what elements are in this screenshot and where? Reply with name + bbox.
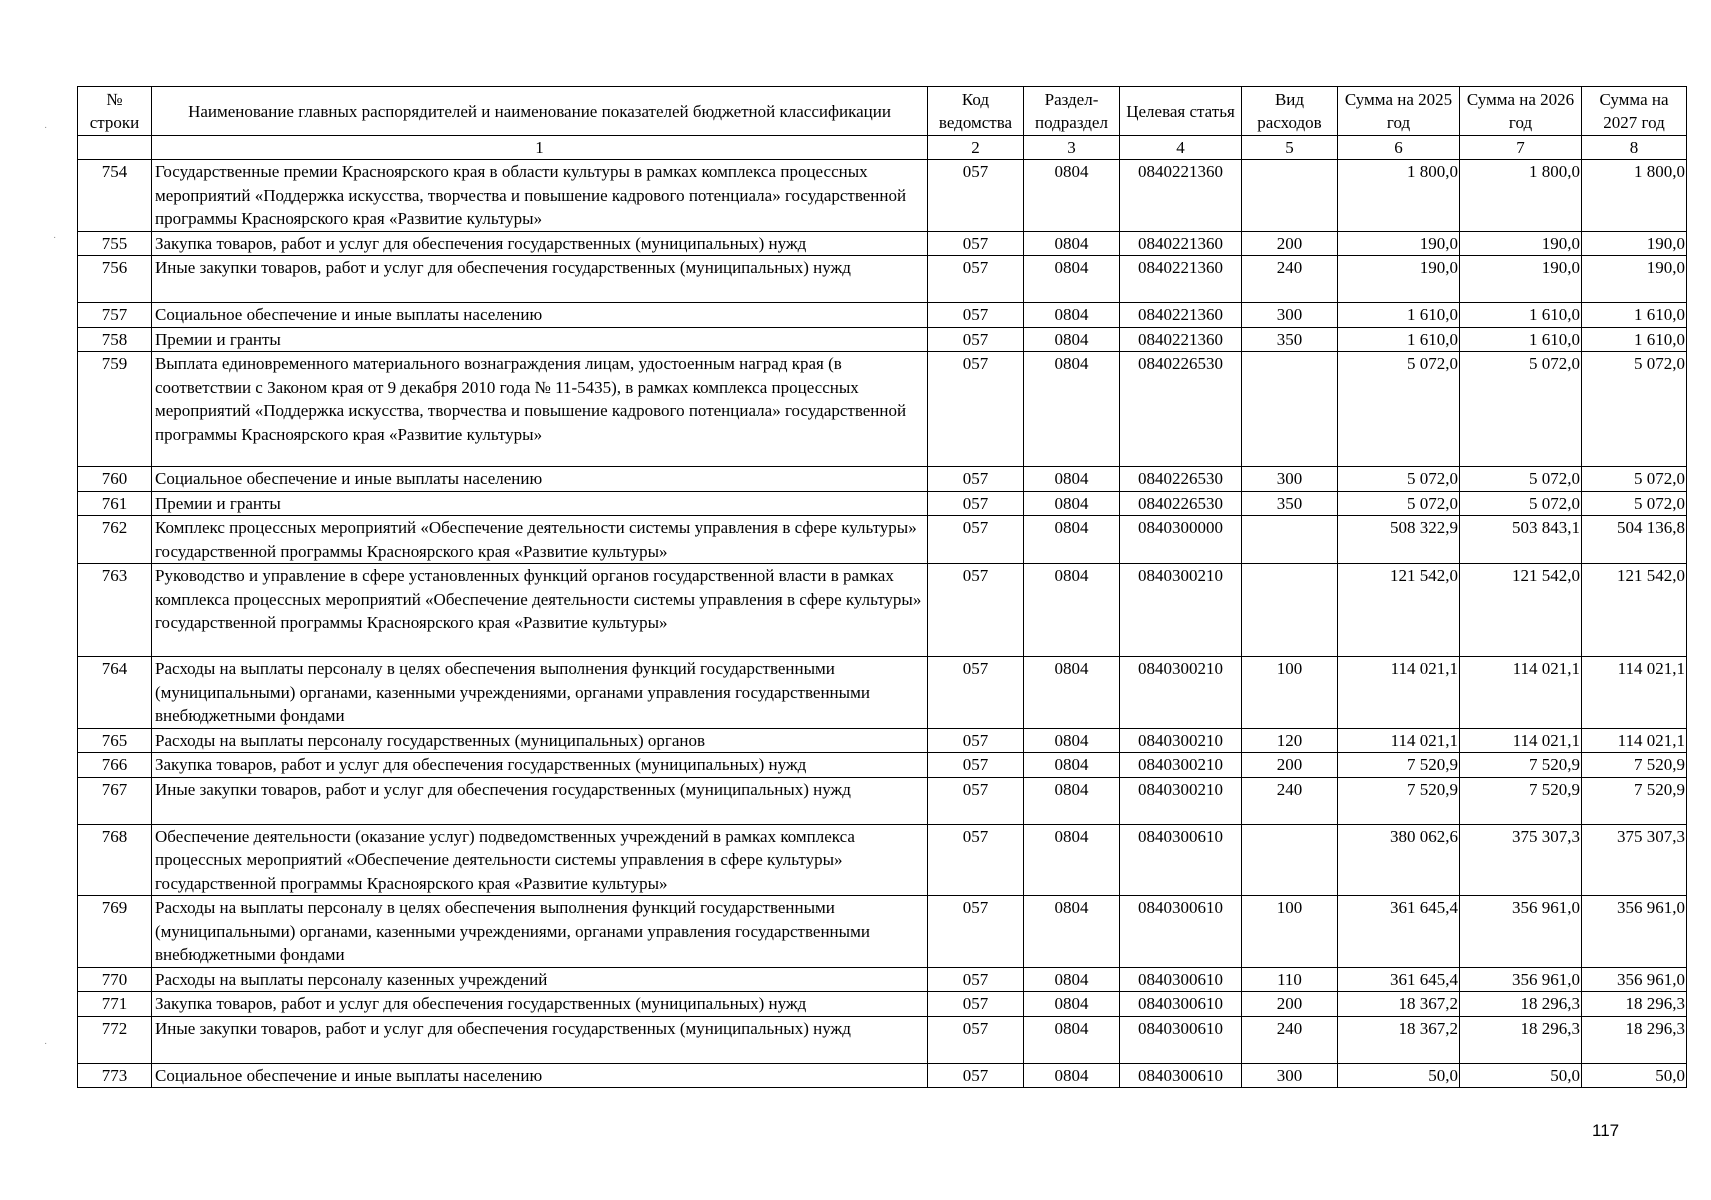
- row-section: 0804: [1024, 231, 1120, 256]
- row-target: 0840300610: [1120, 1063, 1242, 1088]
- col-number-empty: [78, 136, 152, 160]
- table-row: [78, 352, 1687, 467]
- row-section: 0804: [1024, 967, 1120, 992]
- row-target: 0840300610: [1120, 992, 1242, 1017]
- row-exp-type: [1242, 160, 1338, 232]
- row-name: Расходы на выплаты персоналу казенных учреждений: [152, 967, 928, 992]
- row-amount-2025: 7 520,9: [1338, 753, 1460, 778]
- row-amount-2026: 190,0: [1460, 231, 1582, 256]
- row-target: 0840300610: [1120, 896, 1242, 968]
- header-y2025: Сумма на 2025 год: [1338, 87, 1460, 136]
- row-amount-2025: 114 021,1: [1338, 728, 1460, 753]
- row-exp-type: 100: [1242, 896, 1338, 968]
- row-amount-2026: 7 520,9: [1460, 777, 1582, 824]
- row-number: 761: [78, 491, 152, 516]
- row-amount-2025: 380 062,6: [1338, 824, 1460, 896]
- row-amount-2027: 356 961,0: [1582, 967, 1687, 992]
- row-amount-2025: 7 520,9: [1338, 777, 1460, 824]
- row-target: 0840221360: [1120, 327, 1242, 352]
- table-row: [78, 303, 1687, 328]
- row-section: 0804: [1024, 327, 1120, 352]
- margin-mark: ·: [44, 1038, 48, 1049]
- row-dept-code: 057: [928, 256, 1024, 303]
- row-name: Премии и гранты: [152, 327, 928, 352]
- header-row: [78, 87, 1687, 136]
- row-target: 0840221360: [1120, 231, 1242, 256]
- row-name: Социальное обеспечение и иные выплаты населению: [152, 303, 928, 328]
- row-amount-2026: 18 296,3: [1460, 992, 1582, 1017]
- row-amount-2025: 50,0: [1338, 1063, 1460, 1088]
- row-amount-2027: 50,0: [1582, 1063, 1687, 1088]
- col-number: 1: [152, 136, 928, 160]
- row-number: 772: [78, 1016, 152, 1063]
- row-target: 0840300210: [1120, 728, 1242, 753]
- header-dept-code: Код ведомства: [928, 87, 1024, 136]
- col-number: 5: [1242, 136, 1338, 160]
- row-amount-2027: 1 610,0: [1582, 303, 1687, 328]
- table-row: [78, 657, 1687, 729]
- row-amount-2027: 7 520,9: [1582, 753, 1687, 778]
- row-name: Расходы на выплаты персоналу в целях обеспечения выполнения функций государственными (муниципальными) органами, казенными учреждениями, органами управления государственными внебюджетными фондами: [152, 657, 928, 729]
- row-number: 760: [78, 467, 152, 492]
- row-name: Закупка товаров, работ и услуг для обеспечения государственных (муниципальных) нужд: [152, 753, 928, 778]
- row-name: Иные закупки товаров, работ и услуг для обеспечения государственных (муниципальных) нужд: [152, 1016, 928, 1063]
- row-target: 0840226530: [1120, 352, 1242, 467]
- row-number: 754: [78, 160, 152, 232]
- table-row: [78, 256, 1687, 303]
- row-exp-type: 120: [1242, 728, 1338, 753]
- row-dept-code: 057: [928, 1016, 1024, 1063]
- table-row: [78, 753, 1687, 778]
- table-row: [78, 160, 1687, 232]
- row-exp-type: 100: [1242, 657, 1338, 729]
- row-dept-code: 057: [928, 327, 1024, 352]
- row-amount-2025: 1 610,0: [1338, 327, 1460, 352]
- table-row: [78, 967, 1687, 992]
- row-amount-2027: 114 021,1: [1582, 657, 1687, 729]
- header-exp-type: Вид расходов: [1242, 87, 1338, 136]
- row-exp-type: 300: [1242, 1063, 1338, 1088]
- row-dept-code: 057: [928, 777, 1024, 824]
- row-amount-2025: 1 610,0: [1338, 303, 1460, 328]
- row-dept-code: 057: [928, 1063, 1024, 1088]
- row-target: 0840226530: [1120, 491, 1242, 516]
- row-amount-2027: 356 961,0: [1582, 896, 1687, 968]
- row-amount-2025: 114 021,1: [1338, 657, 1460, 729]
- row-target: 0840221360: [1120, 303, 1242, 328]
- row-exp-type: 200: [1242, 992, 1338, 1017]
- header-y2026: Сумма на 2026 год: [1460, 87, 1582, 136]
- table-row: [78, 516, 1687, 564]
- row-exp-type: 110: [1242, 967, 1338, 992]
- row-amount-2027: 5 072,0: [1582, 467, 1687, 492]
- row-amount-2026: 5 072,0: [1460, 467, 1582, 492]
- row-exp-type: [1242, 824, 1338, 896]
- row-name: Расходы на выплаты персоналу государственных (муниципальных) органов: [152, 728, 928, 753]
- row-amount-2025: 18 367,2: [1338, 1016, 1460, 1063]
- row-name: Комплекс процессных мероприятий «Обеспечение деятельности системы управления в сфере культуры» государственной программы Красноярского края «Развитие культуры»: [152, 516, 928, 564]
- row-dept-code: 057: [928, 303, 1024, 328]
- row-amount-2027: 504 136,8: [1582, 516, 1687, 564]
- row-number: 755: [78, 231, 152, 256]
- table-row: [78, 896, 1687, 968]
- row-dept-code: 057: [928, 231, 1024, 256]
- row-exp-type: 240: [1242, 256, 1338, 303]
- col-number: 7: [1460, 136, 1582, 160]
- row-target: 0840221360: [1120, 256, 1242, 303]
- row-amount-2026: 190,0: [1460, 256, 1582, 303]
- row-dept-code: 057: [928, 753, 1024, 778]
- row-amount-2027: 1 610,0: [1582, 327, 1687, 352]
- header-section: Раздел-подраздел: [1024, 87, 1120, 136]
- row-section: 0804: [1024, 992, 1120, 1017]
- row-section: 0804: [1024, 1063, 1120, 1088]
- row-amount-2026: 50,0: [1460, 1063, 1582, 1088]
- row-amount-2026: 121 542,0: [1460, 564, 1582, 657]
- row-target: 0840300210: [1120, 564, 1242, 657]
- row-amount-2026: 356 961,0: [1460, 967, 1582, 992]
- table-row: [78, 1016, 1687, 1063]
- col-number: 6: [1338, 136, 1460, 160]
- row-name: Иные закупки товаров, работ и услуг для обеспечения государственных (муниципальных) нужд: [152, 256, 928, 303]
- row-section: 0804: [1024, 467, 1120, 492]
- row-amount-2026: 7 520,9: [1460, 753, 1582, 778]
- margin-mark: ·: [44, 122, 48, 133]
- row-section: 0804: [1024, 824, 1120, 896]
- row-amount-2026: 503 843,1: [1460, 516, 1582, 564]
- row-number: 759: [78, 352, 152, 467]
- table-row: [78, 491, 1687, 516]
- row-amount-2025: 5 072,0: [1338, 467, 1460, 492]
- row-exp-type: 240: [1242, 777, 1338, 824]
- row-amount-2026: 18 296,3: [1460, 1016, 1582, 1063]
- row-exp-type: [1242, 352, 1338, 467]
- row-target: 0840300210: [1120, 657, 1242, 729]
- row-amount-2026: 5 072,0: [1460, 491, 1582, 516]
- row-amount-2025: 361 645,4: [1338, 967, 1460, 992]
- row-amount-2025: 190,0: [1338, 256, 1460, 303]
- row-amount-2027: 121 542,0: [1582, 564, 1687, 657]
- row-dept-code: 057: [928, 728, 1024, 753]
- row-amount-2025: 121 542,0: [1338, 564, 1460, 657]
- row-section: 0804: [1024, 564, 1120, 657]
- margin-mark: ·: [53, 232, 57, 243]
- row-target: 0840221360: [1120, 160, 1242, 232]
- row-exp-type: 350: [1242, 327, 1338, 352]
- row-exp-type: 350: [1242, 491, 1338, 516]
- row-number: 773: [78, 1063, 152, 1088]
- table-row: [78, 824, 1687, 896]
- row-number: 764: [78, 657, 152, 729]
- row-amount-2026: 1 610,0: [1460, 303, 1582, 328]
- row-section: 0804: [1024, 728, 1120, 753]
- row-section: 0804: [1024, 516, 1120, 564]
- page-number: 117: [1592, 1121, 1620, 1140]
- col-number: 3: [1024, 136, 1120, 160]
- row-name: Премии и гранты: [152, 491, 928, 516]
- row-number: 766: [78, 753, 152, 778]
- row-name: Руководство и управление в сфере установленных функций органов государственной власти в рамках комплекса процессных мероприятий «Обеспечение деятельности системы управления в сфере культуры» государственной программы Красноярского края «Развитие культуры»: [152, 564, 928, 657]
- row-number: 769: [78, 896, 152, 968]
- row-name: Государственные премии Красноярского края в области культуры в рамках комплекса процессных мероприятий «Поддержка искусства, творчества и повышение кадрового потенциала» государственной программы Красноярского края «Развитие культуры»: [152, 160, 928, 232]
- row-dept-code: 057: [928, 657, 1024, 729]
- row-dept-code: 057: [928, 992, 1024, 1017]
- row-section: 0804: [1024, 657, 1120, 729]
- row-name: Обеспечение деятельности (оказание услуг) подведомственных учреждений в рамках комплекса процессных мероприятий «Обеспечение деятельности системы управления в сфере культуры» государственной программы Красноярского края «Развитие культуры»: [152, 824, 928, 896]
- row-amount-2026: 356 961,0: [1460, 896, 1582, 968]
- row-section: 0804: [1024, 491, 1120, 516]
- row-exp-type: 200: [1242, 231, 1338, 256]
- col-number: 4: [1120, 136, 1242, 160]
- header-target: Целевая статья: [1120, 87, 1242, 136]
- row-exp-type: [1242, 564, 1338, 657]
- column-number-row: [78, 136, 1687, 160]
- row-amount-2025: 1 800,0: [1338, 160, 1460, 232]
- col-number: 8: [1582, 136, 1687, 160]
- row-name: Выплата единовременного материального вознаграждения лицам, удостоенным наград края (в соответствии с Законом края от 9 декабря 2010 года № 11-5435), в рамках комплекса процессных мероприятий «Поддержка искусства, творчества и повышение кадрового потенциала» государственной программы Красноярского края «Развитие культуры»: [152, 352, 928, 467]
- row-amount-2027: 114 021,1: [1582, 728, 1687, 753]
- row-dept-code: 057: [928, 352, 1024, 467]
- row-number: 768: [78, 824, 152, 896]
- row-number: 757: [78, 303, 152, 328]
- row-name: Социальное обеспечение и иные выплаты населению: [152, 467, 928, 492]
- row-amount-2025: 508 322,9: [1338, 516, 1460, 564]
- row-amount-2027: 7 520,9: [1582, 777, 1687, 824]
- row-number: 763: [78, 564, 152, 657]
- table-row: [78, 231, 1687, 256]
- row-section: 0804: [1024, 777, 1120, 824]
- row-dept-code: 057: [928, 564, 1024, 657]
- row-number: 758: [78, 327, 152, 352]
- row-target: 0840300210: [1120, 777, 1242, 824]
- row-amount-2027: 375 307,3: [1582, 824, 1687, 896]
- row-amount-2027: 5 072,0: [1582, 491, 1687, 516]
- table-row: [78, 992, 1687, 1017]
- row-amount-2026: 1 800,0: [1460, 160, 1582, 232]
- row-amount-2027: 18 296,3: [1582, 1016, 1687, 1063]
- row-section: 0804: [1024, 256, 1120, 303]
- table-row: [78, 467, 1687, 492]
- table-row: [78, 1063, 1687, 1088]
- row-name: Закупка товаров, работ и услуг для обеспечения государственных (муниципальных) нужд: [152, 992, 928, 1017]
- row-number: 756: [78, 256, 152, 303]
- header-name: Наименование главных распорядителей и наименование показателей бюджетной классификации: [152, 87, 928, 136]
- table-row: [78, 564, 1687, 657]
- row-number: 767: [78, 777, 152, 824]
- row-name: Иные закупки товаров, работ и услуг для обеспечения государственных (муниципальных) нужд: [152, 777, 928, 824]
- row-amount-2027: 5 072,0: [1582, 352, 1687, 467]
- row-number: 765: [78, 728, 152, 753]
- row-name: Социальное обеспечение и иные выплаты населению: [152, 1063, 928, 1088]
- table-row: [78, 728, 1687, 753]
- row-name: Расходы на выплаты персоналу в целях обеспечения выполнения функций государственными (муниципальными) органами, казенными учреждениями, органами управления государственными внебюджетными фондами: [152, 896, 928, 968]
- table-row: [78, 777, 1687, 824]
- row-amount-2027: 190,0: [1582, 231, 1687, 256]
- table-row: [78, 327, 1687, 352]
- row-amount-2027: 18 296,3: [1582, 992, 1687, 1017]
- row-exp-type: 300: [1242, 303, 1338, 328]
- row-dept-code: 057: [928, 896, 1024, 968]
- row-section: 0804: [1024, 753, 1120, 778]
- row-exp-type: 200: [1242, 753, 1338, 778]
- row-target: 0840226530: [1120, 467, 1242, 492]
- row-number: 770: [78, 967, 152, 992]
- row-dept-code: 057: [928, 967, 1024, 992]
- header-y2027: Сумма на 2027 год: [1582, 87, 1687, 136]
- row-amount-2026: 114 021,1: [1460, 657, 1582, 729]
- col-number: 2: [928, 136, 1024, 160]
- budget-table: [77, 86, 1687, 1088]
- table-body: [78, 160, 1687, 1088]
- row-section: 0804: [1024, 303, 1120, 328]
- row-amount-2026: 375 307,3: [1460, 824, 1582, 896]
- row-target: 0840300610: [1120, 967, 1242, 992]
- row-section: 0804: [1024, 352, 1120, 467]
- row-amount-2025: 5 072,0: [1338, 352, 1460, 467]
- row-dept-code: 057: [928, 160, 1024, 232]
- row-amount-2025: 190,0: [1338, 231, 1460, 256]
- row-exp-type: 240: [1242, 1016, 1338, 1063]
- row-target: 0840300000: [1120, 516, 1242, 564]
- row-exp-type: [1242, 516, 1338, 564]
- row-amount-2026: 5 072,0: [1460, 352, 1582, 467]
- row-amount-2025: 361 645,4: [1338, 896, 1460, 968]
- row-section: 0804: [1024, 1016, 1120, 1063]
- row-amount-2026: 114 021,1: [1460, 728, 1582, 753]
- row-target: 0840300210: [1120, 753, 1242, 778]
- row-amount-2027: 190,0: [1582, 256, 1687, 303]
- row-section: 0804: [1024, 160, 1120, 232]
- row-target: 0840300610: [1120, 1016, 1242, 1063]
- row-exp-type: 300: [1242, 467, 1338, 492]
- row-amount-2025: 18 367,2: [1338, 992, 1460, 1017]
- row-dept-code: 057: [928, 491, 1024, 516]
- row-amount-2026: 1 610,0: [1460, 327, 1582, 352]
- row-dept-code: 057: [928, 516, 1024, 564]
- header-row-no: № строки: [78, 87, 152, 136]
- row-name: Закупка товаров, работ и услуг для обеспечения государственных (муниципальных) нужд: [152, 231, 928, 256]
- row-dept-code: 057: [928, 824, 1024, 896]
- row-target: 0840300610: [1120, 824, 1242, 896]
- row-dept-code: 057: [928, 467, 1024, 492]
- row-amount-2025: 5 072,0: [1338, 491, 1460, 516]
- row-number: 762: [78, 516, 152, 564]
- row-number: 771: [78, 992, 152, 1017]
- row-amount-2027: 1 800,0: [1582, 160, 1687, 232]
- row-section: 0804: [1024, 896, 1120, 968]
